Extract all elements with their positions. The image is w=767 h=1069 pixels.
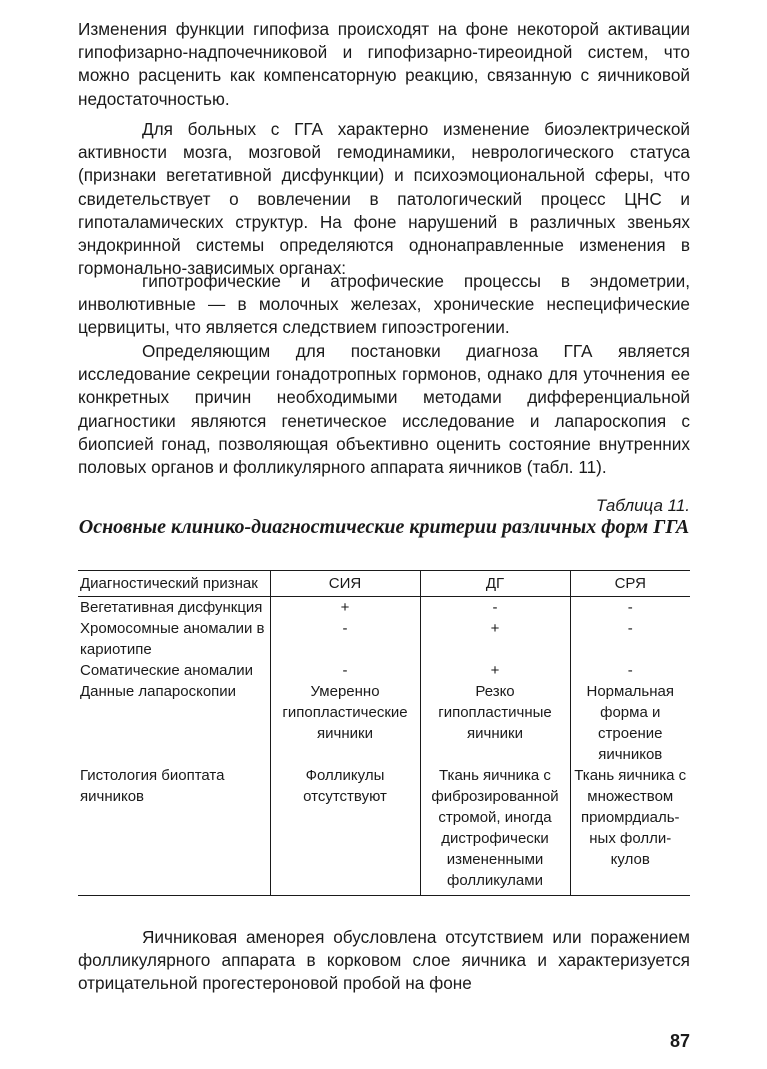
table-row xyxy=(78,597,690,619)
table-title: Основные клинико-диагностические критерии различных форм ГГА xyxy=(78,516,690,538)
column-header: Диагностический признак xyxy=(78,571,270,597)
page-number: 87 xyxy=(669,1031,690,1051)
paragraph-2: Для больных с ГГА характерно изменение биоэлектрической активности мозга, мозговой гемодинамики, неврологического статуса (признаки вегетативной дисфункции) и психоэмоциональной сферы, что свидетельствует о вовлечении в патологический процесс ЦНС и гипоталамических структур. На фоне нарушений в различных звеньях эндокринной системы определяются однонаправленные изменения в гормонально-зависимых органах: xyxy=(78,119,690,279)
table-cell: Умеренно гипопластические яичники xyxy=(270,681,420,765)
table-cell: Ткань яичника с множеством приомрдиаль-ных фолли-кулов xyxy=(570,765,690,896)
table-cell: Гистология биоптата яичников xyxy=(78,765,270,896)
table-header-row xyxy=(78,571,690,597)
table-cell: + xyxy=(420,618,570,660)
column-header: СИЯ xyxy=(270,571,420,597)
table-cell: + xyxy=(270,597,420,619)
table-cell: Резко гипопластичные яичники xyxy=(420,681,570,765)
table-label: Таблица 11. xyxy=(595,496,690,515)
table-cell: Нормальная форма и строение яичников xyxy=(570,681,690,765)
paragraph-5: Яичниковая аменорея обусловлена отсутствием или поражением фолликулярного аппарата в корковом слое яичника и характеризуется отрицательной прогестероновой пробой на фоне xyxy=(78,927,690,994)
column-header: СРЯ xyxy=(570,571,690,597)
criteria-table xyxy=(78,570,690,896)
table-cell: - xyxy=(570,597,690,619)
column-header: ДГ xyxy=(420,571,570,597)
table-cell: Ткань яичника с фиброзированной стромой, иногда дистрофически измененными фолликулами xyxy=(420,765,570,896)
table-cell: Хромосомные аномалии в кариотипе xyxy=(80,620,265,658)
table-cell: + xyxy=(420,660,570,681)
table-cell: - xyxy=(570,618,690,660)
table-row xyxy=(78,681,690,765)
table-cell: Соматические аномалии xyxy=(80,662,253,679)
table-row xyxy=(78,660,690,681)
table-row xyxy=(78,765,690,896)
paragraph-1: Изменения функции гипофиза происходят на фоне некоторой активации гипофизарно-надпочечниковой и гипофизарно-тиреоидной систем, что можно расценить как компенсаторную реакцию, связанную с яичниковой недостаточностью. xyxy=(78,19,690,109)
table-cell: Фолликулы отсутствуют xyxy=(270,765,420,896)
table-cell: - xyxy=(570,660,690,681)
table-cell: - xyxy=(420,597,570,619)
table-row xyxy=(78,618,690,660)
paragraph-4: Определяющим для постановки диагноза ГГА является исследование секреции гонадотропных гормонов, однако для уточнения ее конкретных причин необходимыми методами дифференциальной диагностики являются генетическое исследование и лапароскопия с биопсией гонад, позволяющая объективно оценить состояние внутренних половых органов и фолликулярного аппарата яичников (табл. 11). xyxy=(78,341,690,478)
paragraph-3: гипотрофические и атрофические процессы в эндометрии, инволютивные — в молочных железах, хронические неспецифические цервициты, что является следствием гипоэстрогении. xyxy=(78,271,690,338)
table-cell: Данные лапароскопии xyxy=(80,683,237,700)
table-cell: - xyxy=(270,660,420,681)
table-cell: Вегетативная дисфункция xyxy=(80,599,263,616)
table-cell: - xyxy=(270,618,420,660)
